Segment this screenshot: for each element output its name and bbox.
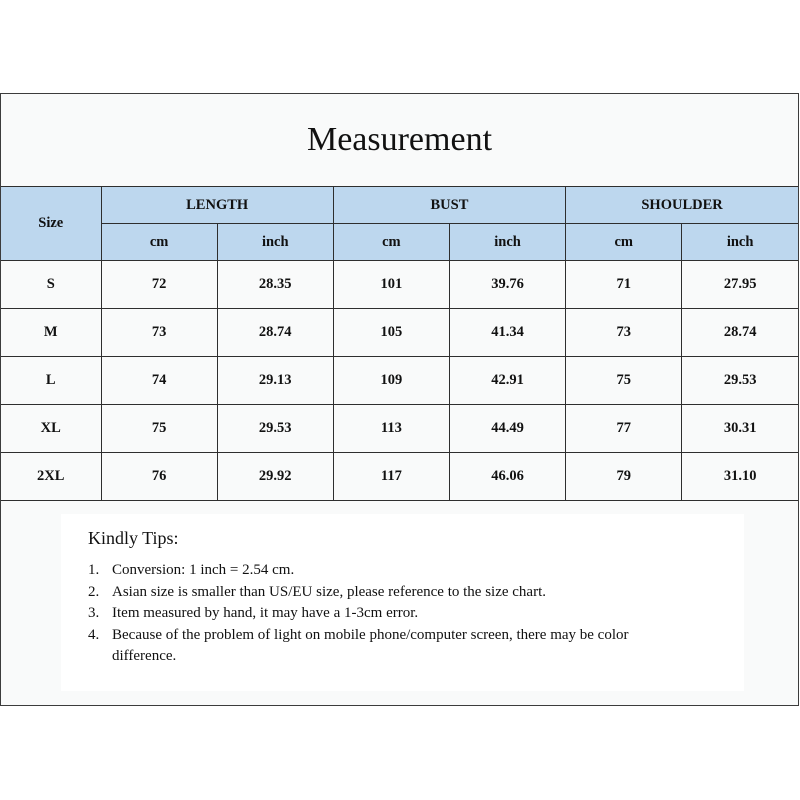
tip-number: 3. <box>88 605 100 621</box>
size-cell: S <box>1 261 101 309</box>
size-cell: L <box>1 357 101 405</box>
size-cell: M <box>1 309 101 357</box>
table-row <box>1 357 798 405</box>
bust-inch-cell: 41.34 <box>449 309 565 357</box>
shoulder-cm-cell: 79 <box>566 453 682 501</box>
table-row <box>1 453 798 501</box>
length-inch-cell: 29.53 <box>217 405 333 453</box>
unit-header: inch <box>449 224 565 261</box>
length-inch-cell: 28.74 <box>217 309 333 357</box>
kindly-tips-box <box>61 514 744 691</box>
tip-item <box>88 560 688 582</box>
unit-header: inch <box>217 224 333 261</box>
length-cm-cell: 73 <box>101 309 217 357</box>
tip-text: Conversion: 1 inch = 2.54 cm. <box>112 562 295 578</box>
bust-inch-cell: 39.76 <box>449 261 565 309</box>
tip-number: 1. <box>88 562 100 578</box>
shoulder-cm-cell: 75 <box>566 357 682 405</box>
length-cm-cell: 72 <box>101 261 217 309</box>
tip-text: Because of the problem of light on mobile phone/computer screen, there may be color difference. <box>112 626 629 664</box>
shoulder-cm-cell: 73 <box>566 309 682 357</box>
bust-cm-cell: 105 <box>333 309 449 357</box>
tips-title: Kindly Tips: <box>88 528 179 548</box>
shoulder-inch-cell: 29.53 <box>682 357 798 405</box>
shoulder-inch-cell: 28.74 <box>682 309 798 357</box>
unit-header-row <box>1 224 798 261</box>
tip-number: 4. <box>88 626 100 643</box>
length-cm-cell: 74 <box>101 357 217 405</box>
size-chart-frame <box>0 93 799 706</box>
tip-item <box>88 603 688 625</box>
size-header: Size <box>1 187 101 261</box>
bust-cm-cell: 117 <box>333 453 449 501</box>
tip-number: 2. <box>88 583 100 600</box>
tips-list <box>88 560 688 668</box>
table-row <box>1 261 798 309</box>
bust-cm-cell: 113 <box>333 405 449 453</box>
shoulder-cm-cell: 77 <box>566 405 682 453</box>
chart-title: Measurement <box>306 121 493 158</box>
tip-item <box>88 582 688 604</box>
shoulder-inch-cell: 31.10 <box>682 453 798 501</box>
shoulder-cm-cell: 71 <box>566 261 682 309</box>
bust-cm-cell: 109 <box>333 357 449 405</box>
unit-header: cm <box>101 224 217 261</box>
length-inch-cell: 29.13 <box>217 357 333 405</box>
group-shoulder-header: SHOULDER <box>566 187 798 224</box>
tip-text: Asian size is smaller than US/EU size, please reference to the size chart. <box>112 583 546 600</box>
length-inch-cell: 28.35 <box>217 261 333 309</box>
length-cm-cell: 75 <box>101 405 217 453</box>
table-row <box>1 405 798 453</box>
length-cm-cell: 76 <box>101 453 217 501</box>
size-table <box>1 186 798 501</box>
unit-header: cm <box>333 224 449 261</box>
tip-item <box>88 625 688 668</box>
group-bust-header: BUST <box>333 187 565 224</box>
table-row <box>1 309 798 357</box>
bust-inch-cell: 44.49 <box>449 405 565 453</box>
group-length-header: LENGTH <box>101 187 333 224</box>
group-header-row <box>1 187 798 224</box>
unit-header: inch <box>682 224 798 261</box>
bust-inch-cell: 46.06 <box>449 453 565 501</box>
size-cell: 2XL <box>1 453 101 501</box>
tip-text: Item measured by hand, it may have a 1-3cm error. <box>112 605 419 621</box>
bust-inch-cell: 42.91 <box>449 357 565 405</box>
unit-header: cm <box>566 224 682 261</box>
size-cell: XL <box>1 405 101 453</box>
shoulder-inch-cell: 30.31 <box>682 405 798 453</box>
length-inch-cell: 29.92 <box>217 453 333 501</box>
bust-cm-cell: 101 <box>333 261 449 309</box>
shoulder-inch-cell: 27.95 <box>682 261 798 309</box>
